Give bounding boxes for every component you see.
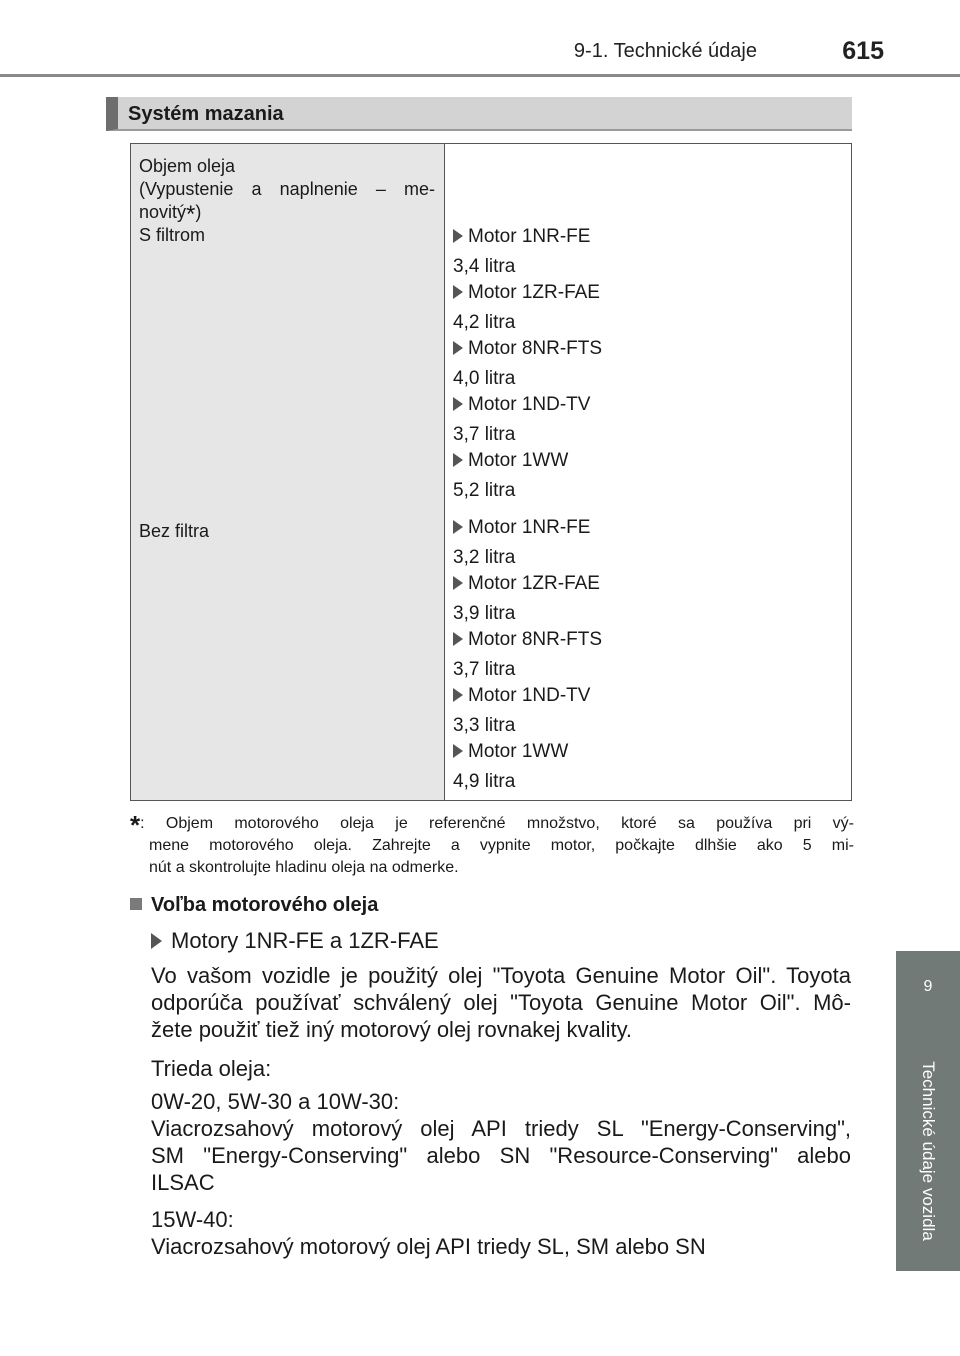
without-filter-label: Bez filtra: [139, 521, 210, 541]
label-line: (Vypustenie a naplnenie – me-: [139, 179, 435, 199]
oil-volume-value: 3,9 litra: [453, 603, 516, 624]
footnote-line: mene motorového oleja. Zahrejte a vypnite motor, počkajte dlhšie ako 5 mi-: [149, 837, 854, 854]
triangle-bullet-icon: [453, 285, 463, 299]
table-value-column: [445, 144, 851, 800]
oil-volume-value: 3,7 litra: [453, 659, 516, 680]
triangle-bullet-icon: [453, 520, 463, 534]
footnote-line: nút a skontrolujte hladinu oleja na odmerke.: [149, 859, 459, 876]
footnote-star: *: [186, 201, 196, 228]
triangle-bullet-icon: [453, 632, 463, 646]
engine-entry: Motor 1ZR-FAE: [453, 572, 600, 595]
grade-line: ILSAC: [151, 1170, 215, 1195]
square-bullet-icon: [130, 898, 142, 910]
chapter-tab-label-text: Technické údaje vozidla: [919, 1061, 938, 1241]
oil-capacity-table: [130, 143, 852, 801]
grade-title: 15W-40:: [151, 1207, 234, 1232]
header-divider: [0, 74, 960, 77]
label-line: Objem oleja: [139, 156, 236, 176]
oil-volume-value: 3,2 litra: [453, 547, 516, 568]
triangle-bullet-icon: [151, 933, 162, 949]
oil-volume-value: 3,3 litra: [453, 715, 516, 736]
engine-entry: Motor 1NR-FE: [453, 516, 590, 539]
grade-line: Viacrozsahový motorový olej API triedy SL, SM alebo SN: [151, 1234, 706, 1259]
label-line: S filtrom: [139, 225, 206, 245]
footnote: [130, 810, 854, 879]
footnote-star: *: [130, 810, 141, 840]
label-line: [139, 201, 437, 228]
chapter-tab-label[interactable]: [896, 1031, 960, 1271]
engine-entry: Motor 8NR-FTS: [453, 628, 602, 651]
section-heading-bar: [106, 97, 852, 131]
oil-volume-value: 5,2 litra: [453, 480, 516, 501]
engine-entry: Motor 1ZR-FAE: [453, 281, 600, 304]
oil-volume-value: 3,4 litra: [453, 256, 516, 277]
triangle-bullet-icon: [453, 229, 463, 243]
subsection-heading: Voľba motorového oleja: [130, 894, 378, 917]
label-line-text: novitý: [139, 202, 187, 222]
oil-grade-2: [151, 1206, 851, 1260]
oil-volume-value: 3,7 litra: [453, 424, 516, 445]
triangle-bullet-icon: [453, 397, 463, 411]
paragraph-line: odporúča používať schválený olej "Toyota Genuine Motor Oil". Mô-: [151, 990, 851, 1015]
paragraph-line: žete použiť tiež iný motorový olej rovnakej kvality.: [151, 1017, 633, 1042]
page-number: 615: [842, 37, 884, 65]
engine-entry: Motor 1WW: [453, 740, 568, 763]
oil-volume-value: 4,0 litra: [453, 368, 516, 389]
chapter-title: 9-1. Technické údaje: [573, 40, 757, 62]
engine-entry: Motor 1WW: [453, 449, 568, 472]
triangle-bullet-icon: [453, 453, 463, 467]
engine-entry: Motor 1ND-TV: [453, 684, 590, 707]
table-label-column: [131, 144, 445, 800]
footnote-line: *: Objem motorového oleja je referenčné množstvo, ktoré sa používa pri vý-: [130, 810, 854, 840]
oil-paragraph: [151, 962, 851, 1043]
grade-title: 0W-20, 5W-30 a 10W-30:: [151, 1089, 400, 1114]
label-line-text: ): [195, 202, 202, 222]
triangle-bullet-icon: [453, 341, 463, 355]
section-title: Systém mazania: [128, 103, 284, 125]
grade-line: SM "Energy-Conserving" alebo SN "Resource-Conserving" alebo: [151, 1143, 851, 1168]
oil-volume-value: 4,9 litra: [453, 771, 516, 792]
paragraph-line: Vo vašom vozidle je použitý olej "Toyota Genuine Motor Oil". Toyota: [151, 963, 851, 988]
motors-heading: Motory 1NR-FE a 1ZR-FAE: [151, 927, 851, 954]
chapter-tab-number[interactable]: 9: [896, 951, 960, 1031]
oil-volume-value: 4,2 litra: [453, 312, 516, 333]
engine-entry: Motor 1NR-FE: [453, 225, 590, 248]
engine-entry: Motor 1ND-TV: [453, 393, 590, 416]
engine-entry: Motor 8NR-FTS: [453, 337, 602, 360]
grade-line: Viacrozsahový motorový olej API triedy SL "Energy-Conserving",: [151, 1116, 851, 1141]
oil-grade-label: Trieda oleja:: [151, 1056, 272, 1081]
oil-grade-1: [151, 1088, 851, 1196]
triangle-bullet-icon: [453, 688, 463, 702]
oil-volume-label: [139, 155, 437, 247]
triangle-bullet-icon: [453, 744, 463, 758]
triangle-bullet-icon: [453, 576, 463, 590]
